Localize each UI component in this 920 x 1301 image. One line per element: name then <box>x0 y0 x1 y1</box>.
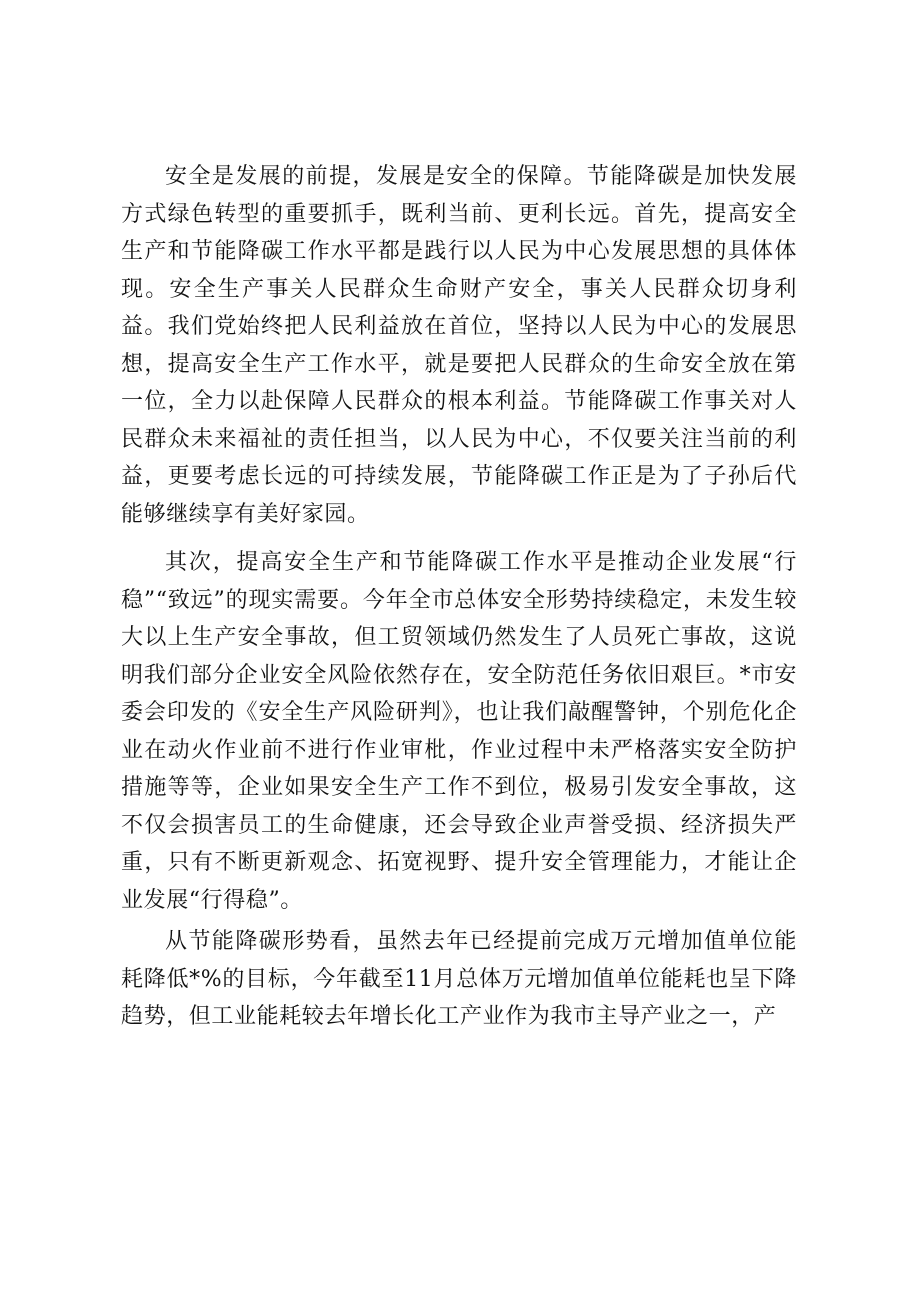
paragraph-1: 安全是发展的前提，发展是安全的保障。节能降碳是加快发展方式绿色转型的重要抓手，既利当前、更利长远。首先，提高安全生产和节能降碳工作水平都是践行以人民为中心发展思想的具体体现。安全生产事关人民群众生命财产安全，事关人民群众切身利益。我们党始终把人民利益放在首位，坚持以人民为中心的发展思想，提高安全生产工作水平，就是要把人民群众的生命安全放在第一位，全力以赴保障人民群众的根本利益。节能降碳工作事关对人民群众未来福祉的责任担当，以人民为中心，不仅要关注当前的利益，更要考虑长远的可持续发展，节能降碳工作正是为了子孙后代能够继续享有美好家园。 <box>121 164 797 527</box>
paragraph-2: 其次，提高安全生产和节能降碳工作水平是推动企业发展“行稳”“致远”的现实需要。今年全市总体安全形势持续稳定，未发生较大以上生产安全事故，但工贸领域仍然发生了人员死亡事故，这说明我们部分企业安全风险依然存在，安全防范任务依旧艰巨。*市安委会印发的《安全生产风险研判》，也让我们敲醒警钟，个别危化企业在动火作业前不进行作业审枇，作业过程中未严格落实安全防护措施等等，企业如果安全生产工作不到位，极易引发安全事故，这不仅会损害员工的生命健康，还会导致企业声誉受损、经济损失严重，只有不断更新观念、拓宽视野、提升安全管理能力，才能让企业发展“行得稳”。 <box>121 550 797 913</box>
document-body <box>121 158 797 1036</box>
paragraph-3: 从节能降碳形势看，虽然去年已经提前完成万元增加值单位能耗降低*%的目标，今年截至11月总体万元增加值单位能耗也呈下降趋势，但工业能耗较去年增长化工产业作为我市主导产业之一，产 <box>121 929 797 1029</box>
